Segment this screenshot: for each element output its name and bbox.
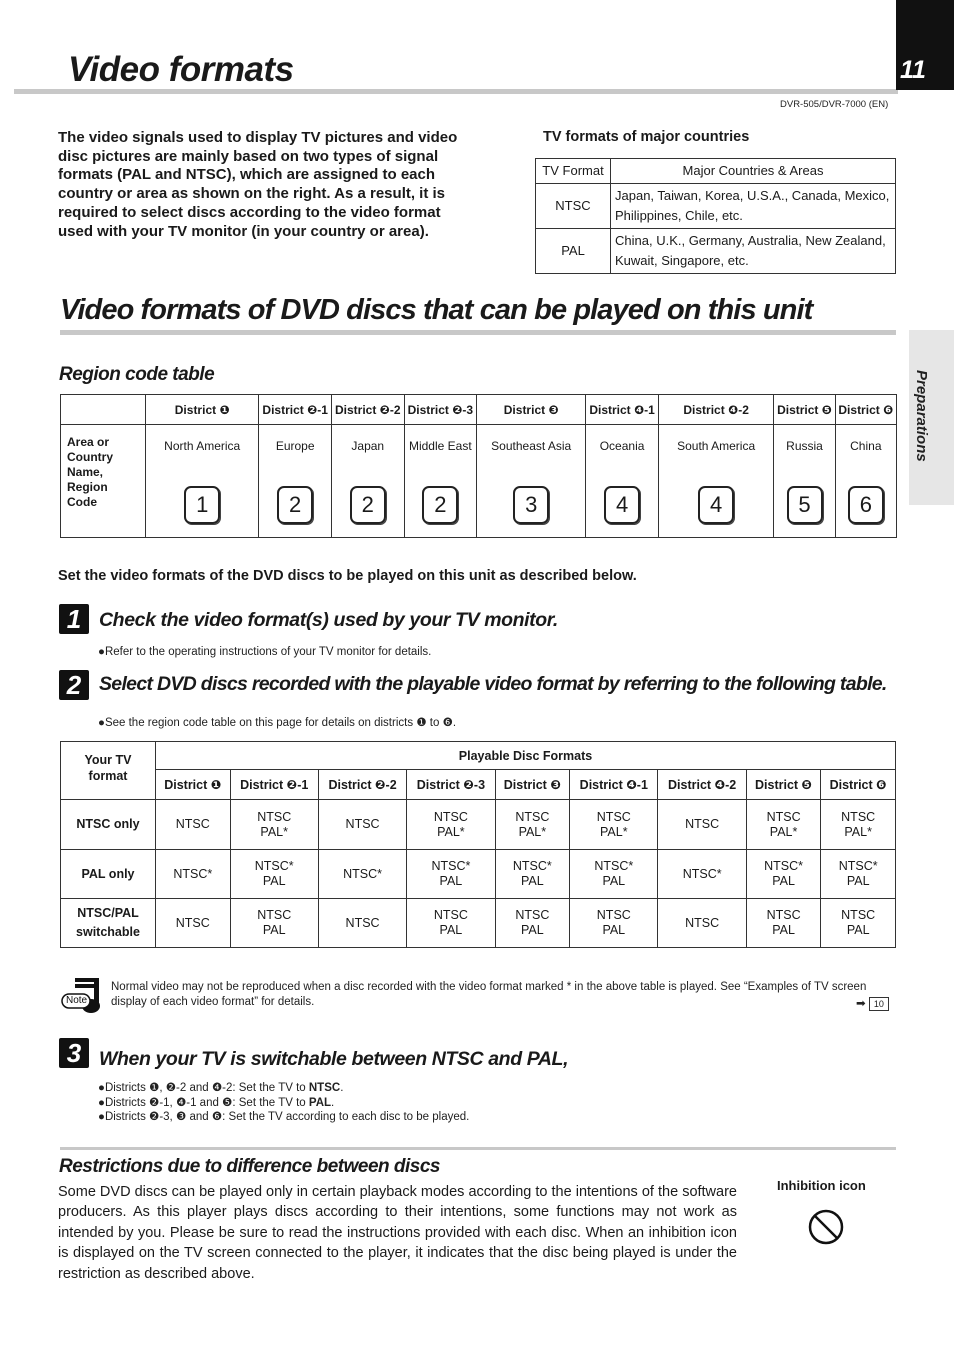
model-label: DVR-505/DVR-7000 (EN) bbox=[780, 99, 889, 110]
pdf-format-value: NTSC bbox=[841, 908, 876, 922]
region-code-icon: 3 bbox=[513, 486, 549, 524]
page-title: Video formats bbox=[68, 50, 294, 89]
restrictions-text: Some DVD discs can be played only in certain playback modes according to the intentions of the software producers. As this player plays discs according to their intentions, some functions may not work as intended by you. Please be sure to read the instructions provided with each disc. When an inhibition icon is displayed on the TV screen connected to the player, it indicates that the disc being played is under the restriction as described above. bbox=[58, 1184, 737, 1282]
note-icon bbox=[61, 976, 101, 1014]
region-district-header: District ❸ bbox=[477, 395, 586, 425]
step-2-note: ●See the region code table on this page for details on districts ❶ to ❻. bbox=[98, 717, 457, 729]
pdf-format-value: NTSC bbox=[685, 817, 720, 831]
pdf-district-header: District ❶ bbox=[156, 770, 231, 800]
pdf-cell bbox=[658, 800, 746, 850]
page-ref[interactable]: 10 bbox=[869, 997, 889, 1011]
pdf-cell bbox=[658, 899, 746, 948]
note-ref bbox=[856, 996, 889, 1011]
step-2-title: Select DVD discs recorded with the playable video format by referring to the following table. bbox=[99, 673, 887, 695]
region-code-icon: 6 bbox=[848, 486, 884, 524]
region-corner bbox=[61, 395, 146, 425]
restrictions-rule bbox=[60, 1147, 896, 1150]
pdf-format-value: PAL* bbox=[518, 824, 547, 839]
region-code-icon: 5 bbox=[787, 486, 823, 524]
pdf-cell bbox=[746, 899, 821, 948]
pdf-district-header: District ❷-1 bbox=[230, 770, 318, 800]
pdf-format-value: NTSC* bbox=[173, 866, 213, 881]
region-cell bbox=[146, 425, 259, 538]
region-district-header: District ❷-1 bbox=[259, 395, 332, 425]
pdf-format-value: PAL bbox=[846, 923, 870, 937]
pdf-cell bbox=[495, 850, 570, 899]
set-instruction: Set the video formats of the DVD discs to be played on this unit as described below. bbox=[58, 568, 637, 584]
pdf-district-header: District ❻ bbox=[821, 770, 896, 800]
step-number: 2 bbox=[59, 670, 89, 700]
pdf-format-value: NTSC bbox=[766, 908, 801, 922]
pdf-format-value: PAL bbox=[772, 874, 795, 888]
region-code-icon: 1 bbox=[184, 486, 220, 524]
tv-format-header: TV Format bbox=[536, 159, 611, 184]
pdf-cell bbox=[746, 850, 821, 899]
region-code-icon: 2 bbox=[350, 486, 386, 524]
region-cell bbox=[477, 425, 586, 538]
region-district-header: District ❻ bbox=[835, 395, 896, 425]
region-code-table bbox=[60, 394, 897, 538]
intro-text: The video signals used to display TV pictures and video disc pictures are mainly based on two types of signal formats (PAL and NTSC), which are assigned to each country or area as shown on the right. As a result, it is required to select discs according to the video format used with your TV monitor (in your country or area). bbox=[58, 129, 458, 240]
pdf-cell bbox=[821, 850, 896, 899]
tv-format-ntsc: NTSC bbox=[536, 184, 611, 229]
region-row-label: Area or Country Name, Region Code bbox=[61, 425, 146, 538]
pdf-format-value: NTSC* bbox=[512, 859, 552, 873]
tv-formats-title: TV formats of major countries bbox=[543, 129, 750, 145]
pdf-format-value: NTSC bbox=[841, 809, 876, 824]
region-area: China bbox=[850, 439, 882, 453]
pdf-format-value: NTSC* bbox=[594, 859, 634, 873]
pdf-format-value: NTSC bbox=[175, 817, 210, 831]
pdf-district-header: District ❹-1 bbox=[570, 770, 658, 800]
pdf-format-value: PAL bbox=[439, 874, 463, 888]
pdf-format-value: NTSC bbox=[596, 908, 631, 922]
region-code-icon: 4 bbox=[604, 486, 640, 524]
region-area: Middle East bbox=[408, 439, 472, 453]
region-district-header: District ❷-2 bbox=[331, 395, 404, 425]
tv-formats-table bbox=[535, 158, 896, 274]
side-tab-label: Preparations bbox=[913, 370, 930, 462]
side-tab bbox=[909, 330, 954, 505]
pdf-cell bbox=[570, 800, 658, 850]
region-cell bbox=[835, 425, 896, 538]
pdf-format-value: PAL bbox=[602, 923, 626, 937]
region-area: Oceania bbox=[599, 439, 645, 453]
pdf-row-label: NTSC/PAL switchable bbox=[61, 899, 156, 948]
region-cell bbox=[658, 425, 774, 538]
pdf-format-value: PAL bbox=[439, 923, 463, 937]
pdf-row-label: PAL only bbox=[61, 850, 156, 899]
pdf-format-value: NTSC bbox=[515, 908, 550, 922]
pdf-cell bbox=[230, 850, 318, 899]
region-area: South America bbox=[677, 439, 756, 453]
step-number: 1 bbox=[59, 604, 89, 634]
pdf-row-label: NTSC only bbox=[61, 800, 156, 850]
pdf-format-value: NTSC bbox=[433, 908, 468, 922]
step-3-bullet: ●Districts ❶, ❷-2 and ❹-2: Set the TV to NTSC. bbox=[98, 1082, 344, 1094]
pdf-cell bbox=[156, 850, 231, 899]
pdf-district-header: District ❷-3 bbox=[407, 770, 495, 800]
region-cell bbox=[774, 425, 835, 538]
pdf-format-value: NTSC bbox=[596, 809, 631, 824]
section-title: Video formats of DVD discs that can be played on this unit bbox=[60, 294, 813, 326]
step-number: 3 bbox=[59, 1038, 89, 1068]
pdf-format-value: NTSC* bbox=[343, 866, 383, 881]
pdf-format-value: NTSC bbox=[515, 809, 550, 824]
pdf-format-value: PAL bbox=[262, 874, 286, 888]
region-cell bbox=[259, 425, 332, 538]
region-district-header: District ❷-3 bbox=[404, 395, 477, 425]
pdf-format-value: PAL bbox=[846, 874, 870, 888]
pdf-cell bbox=[318, 850, 406, 899]
note-text: Normal video may not be reproduced when a disc recorded with the video format marked * in the above table is played. See “Examples of TV screen display of each video format” for details. bbox=[111, 981, 867, 1008]
pdf-cell bbox=[495, 800, 570, 850]
arrow-right-icon: ➡ bbox=[856, 998, 866, 1010]
pdf-cell bbox=[407, 850, 495, 899]
countries-pal: China, U.K., Germany, Australia, New Zealand, Kuwait, Singapore, etc. bbox=[611, 229, 896, 274]
inhibition-icon bbox=[807, 1208, 845, 1251]
pdf-cell bbox=[318, 899, 406, 948]
step-3-bullets bbox=[98, 1081, 469, 1125]
pdf-cell bbox=[318, 800, 406, 850]
pdf-row bbox=[61, 850, 896, 899]
countries-header: Major Countries & Areas bbox=[611, 159, 896, 184]
pdf-cell bbox=[495, 899, 570, 948]
pdf-district-header: District ❸ bbox=[495, 770, 570, 800]
region-code-icon: 2 bbox=[422, 486, 458, 524]
pdf-cell bbox=[407, 899, 495, 948]
region-code-icon: 4 bbox=[698, 486, 734, 524]
pdf-format-value: PAL* bbox=[437, 824, 465, 839]
pdf-format-value: NTSC bbox=[766, 809, 801, 824]
pdf-format-value: PAL bbox=[262, 923, 286, 937]
pdf-format-value: NTSC* bbox=[431, 859, 471, 873]
region-code-icon: 2 bbox=[277, 486, 313, 524]
region-table-title: Region code table bbox=[59, 364, 215, 385]
pdf-district-header: District ❺ bbox=[746, 770, 821, 800]
countries-ntsc: Japan, Taiwan, Korea, U.S.A., Canada, Mexico, Philippines, Chile, etc. bbox=[611, 184, 896, 229]
pdf-format-value: NTSC bbox=[345, 817, 380, 831]
pdf-cell bbox=[821, 899, 896, 948]
pdf-format-value: NTSC bbox=[175, 915, 210, 930]
pdf-format-value: NTSC bbox=[257, 809, 292, 824]
playable-formats-table bbox=[60, 741, 896, 948]
pdf-cell bbox=[746, 800, 821, 850]
pdf-format-value: NTSC* bbox=[838, 859, 878, 873]
pdf-format-value: NTSC bbox=[345, 915, 380, 930]
pdf-district-header: District ❷-2 bbox=[318, 770, 406, 800]
pdf-corner: Your TV format bbox=[61, 742, 156, 800]
region-cell bbox=[404, 425, 477, 538]
pdf-format-value: NTSC* bbox=[682, 866, 722, 881]
region-area: North America bbox=[164, 439, 241, 453]
pdf-cell bbox=[230, 899, 318, 948]
pdf-format-value: PAL* bbox=[600, 824, 628, 839]
pdf-cell bbox=[821, 800, 896, 850]
restrictions-title: Restrictions due to difference between discs bbox=[59, 1156, 440, 1177]
region-area: Europe bbox=[275, 439, 315, 453]
pdf-format-value: PAL bbox=[521, 923, 544, 937]
pdf-format-value: PAL* bbox=[769, 824, 798, 839]
region-area: Southeast Asia bbox=[491, 439, 572, 453]
pdf-cell bbox=[570, 899, 658, 948]
pdf-cell bbox=[156, 800, 231, 850]
pdf-format-value: PAL bbox=[772, 923, 795, 937]
region-district-header: District ❹-2 bbox=[658, 395, 774, 425]
pdf-format-value: PAL* bbox=[260, 824, 288, 839]
step-3-bullet: ●Districts ❷-3, ❸ and ❻: Set the TV according to each disc to be played. bbox=[98, 1111, 470, 1124]
pdf-format-value: PAL* bbox=[844, 824, 872, 839]
pdf-format-value: PAL bbox=[521, 874, 544, 888]
pdf-format-value: NTSC* bbox=[764, 859, 804, 873]
pdf-format-value: NTSC bbox=[257, 908, 292, 922]
note-label: Note bbox=[66, 995, 88, 1006]
region-district-header: District ❺ bbox=[774, 395, 835, 425]
pdf-format-value: NTSC bbox=[685, 915, 720, 930]
pdf-cell bbox=[570, 850, 658, 899]
pdf-cell bbox=[658, 850, 746, 899]
pdf-row bbox=[61, 899, 896, 948]
pdf-format-value: NTSC* bbox=[254, 859, 294, 873]
step-3-bullet: ●Districts ❷-1, ❹-1 and ❺: Set the TV to PAL. bbox=[98, 1096, 335, 1109]
region-district-header: District ❹-1 bbox=[586, 395, 659, 425]
title-rule bbox=[14, 89, 898, 94]
region-area: Japan bbox=[351, 439, 385, 453]
region-area: Russia bbox=[786, 439, 823, 453]
pdf-cell bbox=[156, 899, 231, 948]
region-cell bbox=[586, 425, 659, 538]
step-3-title: When your TV is switchable between NTSC and PAL, bbox=[99, 1048, 569, 1070]
region-cell bbox=[331, 425, 404, 538]
pdf-cell bbox=[230, 800, 318, 850]
section-rule bbox=[60, 330, 896, 335]
pdf-cell bbox=[407, 800, 495, 850]
pdf-row bbox=[61, 800, 896, 850]
step-1-title: Check the video format(s) used by your TV monitor. bbox=[99, 609, 558, 631]
tv-format-pal: PAL bbox=[536, 229, 611, 274]
step-1-note: ●Refer to the operating instructions of your TV monitor for details. bbox=[98, 646, 432, 658]
region-district-header: District ❶ bbox=[146, 395, 259, 425]
pdf-title: Playable Disc Formats bbox=[156, 742, 896, 770]
inhibition-icon-label: Inhibition icon bbox=[777, 1178, 866, 1193]
pdf-format-value: PAL bbox=[602, 874, 626, 888]
pdf-district-header: District ❹-2 bbox=[658, 770, 746, 800]
pdf-format-value: NTSC bbox=[433, 809, 468, 824]
page-number: 11 bbox=[896, 0, 954, 90]
